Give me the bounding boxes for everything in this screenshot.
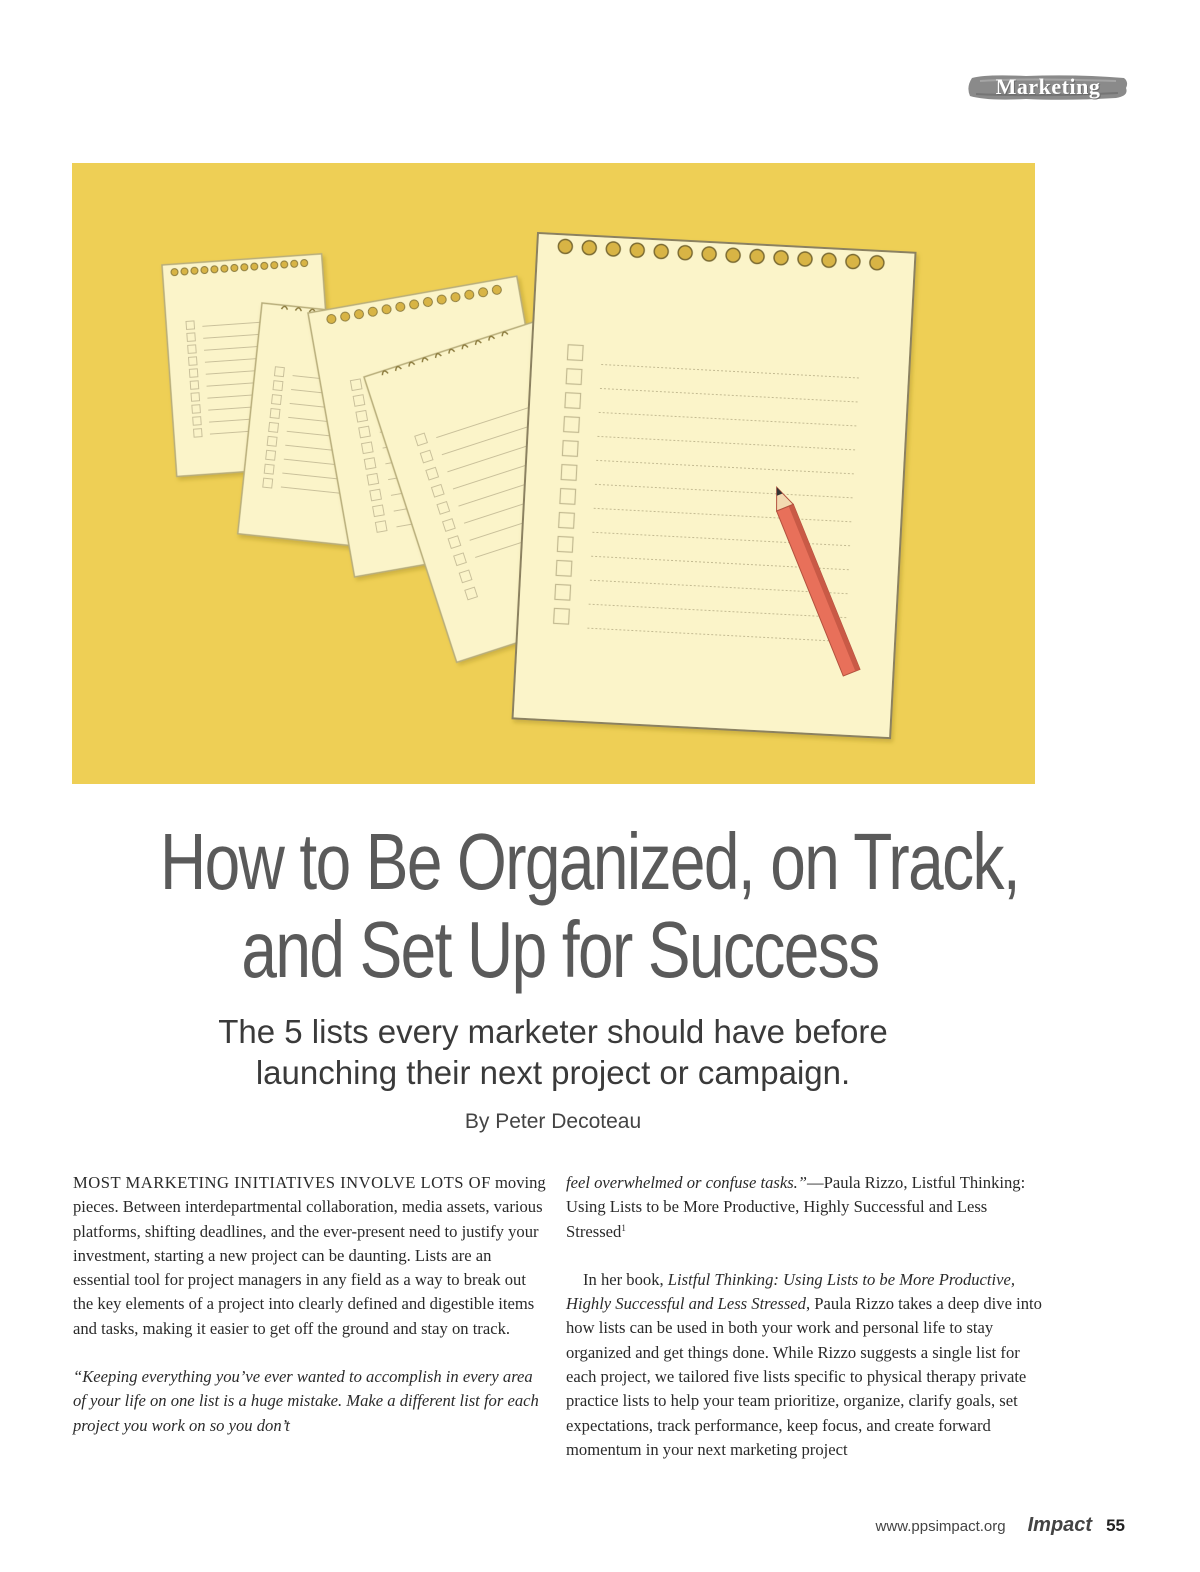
article-subtitle xyxy=(60,1011,1046,1093)
book-para-rest: , Paula Rizzo takes a deep dive into how lists can be used in both your work and personal life to stay organized and get things done. While Rizzo suggests a single list for each project, we tailored five lists specific to physical therapy private practice lists to help your team prioritize, organize, clarify goals, set expectations, track performance, keep focus, and create forward momentum in your next marketing project xyxy=(566,1294,1042,1459)
quote-end: feel overwhelmed or confuse tasks.” xyxy=(566,1173,808,1192)
notepads-icon xyxy=(72,163,1035,784)
intro-text: moving pieces. Between interdepartmental collaboration, media assets, various platforms, shifting deadlines, and the ever-present need to justify your investment, starting a new project can be daunting. Lists are an essential tool for project managers in any field as a way to break out the key elements of a project into clearly defined and digestible items and tasks, making it easier to get off the ground and stay on track. xyxy=(73,1173,546,1338)
intro-paragraph xyxy=(73,1171,549,1341)
subtitle-line-2: launching their next project or campaign. xyxy=(255,1054,851,1091)
book-para-start: In her book, xyxy=(583,1269,668,1289)
body-column-right xyxy=(566,1171,1044,1462)
pull-quote: “Keeping everything you’ve ever wanted to accomplish in every area of your life on one list is a huge mistake. Make a different list for each project you work on so you don’t xyxy=(73,1367,539,1435)
footer-magazine-name: Impact xyxy=(1027,1514,1093,1536)
page-number: 55 xyxy=(1106,1516,1125,1535)
book-title: Listful Thinking: Using Lists to be More Productive, Highly Successful and Less Stressed xyxy=(566,1269,1016,1314)
article-title xyxy=(160,817,1020,994)
quote-attribution: —Paula Rizzo, Listful Thinking: Using Lists to be More Productive, Highly Successful and Less Stressed xyxy=(566,1173,1026,1241)
book-paragraph xyxy=(566,1268,1044,1462)
section-label: Marketing xyxy=(995,74,1101,99)
section-tag xyxy=(966,72,1130,102)
page-footer xyxy=(876,1514,1125,1538)
footnote-mark: 1 xyxy=(621,1222,626,1233)
intro-lead-caps: MOST MARKETING INITIATIVES INVOLVE LOTS OF xyxy=(73,1173,491,1192)
byline: By Peter Decoteau xyxy=(464,1110,642,1133)
title-line-1: How to Be Organized, on Track, xyxy=(160,817,1020,906)
footer-url[interactable]: www.ppsimpact.org xyxy=(875,1518,1006,1535)
title-line-2: and Set Up for Success xyxy=(241,905,879,994)
quote-continuation xyxy=(566,1171,1044,1244)
subtitle-line-1: The 5 lists every marketer should have before xyxy=(218,1013,888,1050)
hero-illustration xyxy=(72,163,1035,784)
body-column-left xyxy=(73,1171,549,1438)
